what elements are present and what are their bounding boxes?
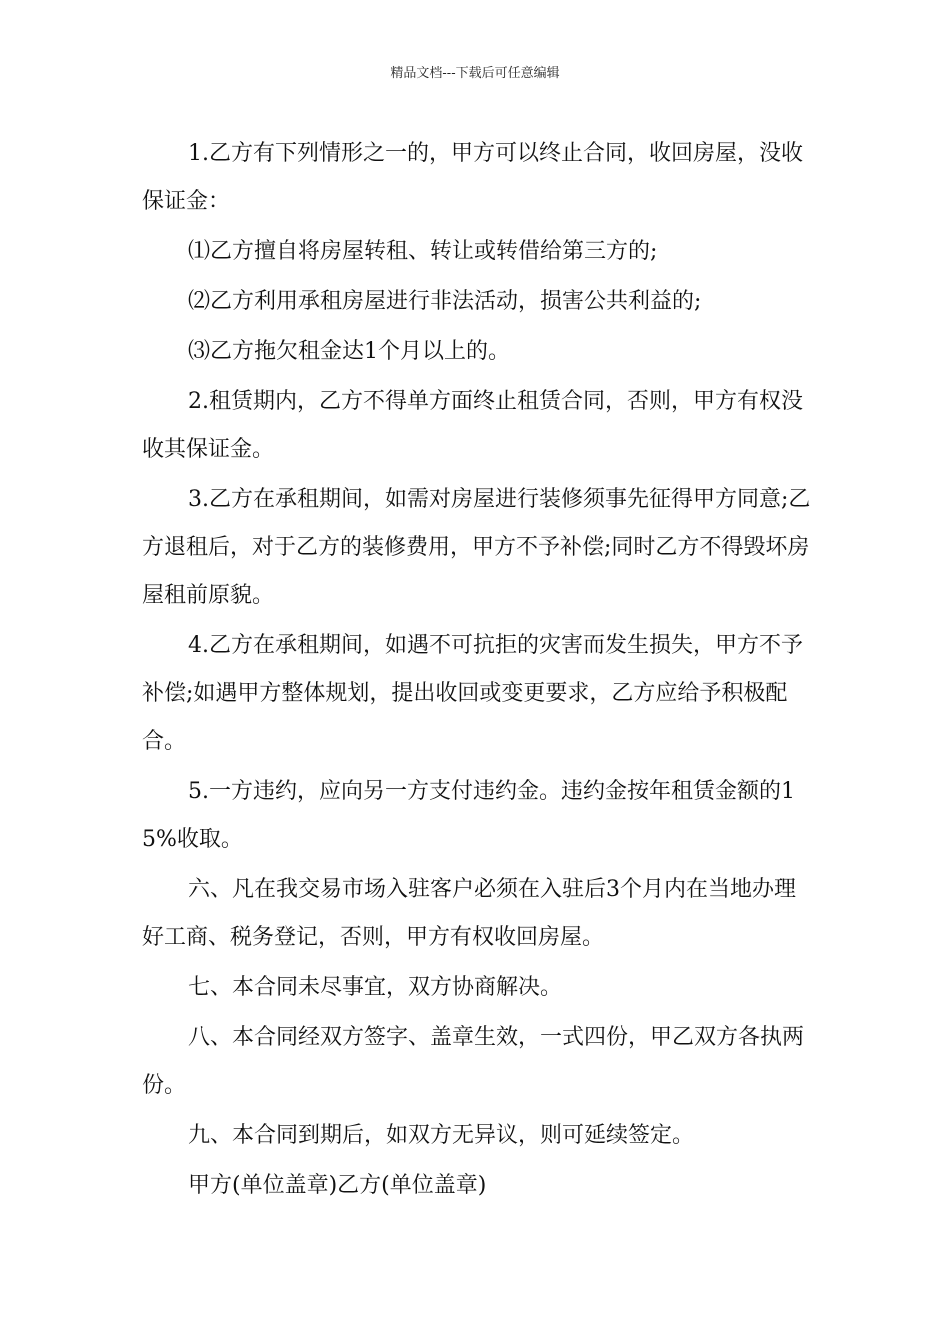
clause-1-item-3: ⑶乙方拖欠租金达1个月以上的。 — [188, 339, 510, 364]
contract-body — [142, 130, 812, 1212]
clause-2-lease-period: 2.租赁期内，乙方不得单方面终止租赁合同，否则，甲方有权没收其保证金。 — [142, 389, 803, 462]
clause-4-force-majeure: 4.乙方在承租期间，如遇不可抗拒的灾害而发生损失，甲方不予补偿;如遇甲方整体规划，提出收回或变更要求，乙方应给予积极配合。 — [142, 633, 803, 754]
article-7-negotiation: 七、本合同未尽事宜，双方协商解决。 — [188, 975, 563, 1000]
clause-1-termination: 1.乙方有下列情形之一的，甲方可以终止合同，收回房屋，没收保证金： — [142, 141, 803, 214]
article-9-renewal: 九、本合同到期后，如双方无异议，则可延续签定。 — [188, 1123, 695, 1148]
clause-1-item-1: ⑴乙方擅自将房屋转租、转让或转借给第三方的; — [188, 239, 658, 264]
article-6-registration: 六、凡在我交易市场入驻客户必须在入驻后3个月内在当地办理好工商、税务登记，否则，甲方有权收回房屋。 — [142, 877, 796, 950]
article-8-effect: 八、本合同经双方签字、盖章生效，一式四份，甲乙双方各执两份。 — [142, 1025, 805, 1098]
clause-5-breach: 5.一方违约，应向另一方支付违约金。违约金按年租赁金额的15%收取。 — [142, 779, 795, 852]
signature-line: 甲方(单位盖章)乙方(单位盖章) — [188, 1173, 487, 1198]
page-header: 精品文档---下载后可任意编辑 — [390, 66, 560, 81]
clause-3-renovation: 3.乙方在承租期间，如需对房屋进行装修须事先征得甲方同意;乙方退租后，对于乙方的装修费用，甲方不予补偿;同时乙方不得毁坏房屋租前原貌。 — [142, 487, 811, 608]
clause-1-item-2: ⑵乙方利用承租房屋进行非法活动，损害公共利益的; — [188, 289, 702, 314]
